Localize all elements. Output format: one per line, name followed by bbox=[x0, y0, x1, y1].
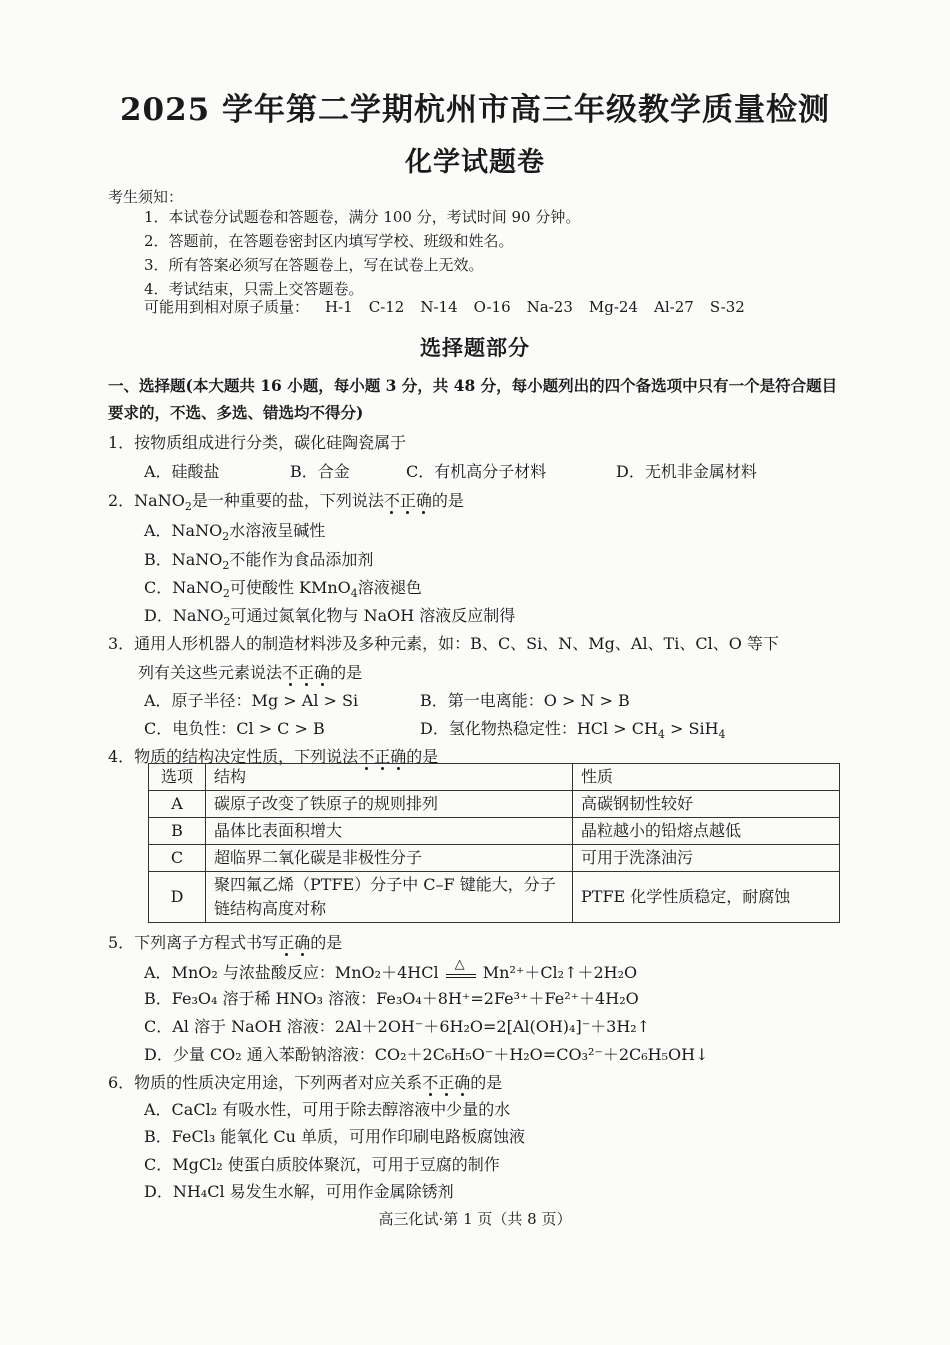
question-5-stem: 5．下列离子方程式书写正确的是 bbox=[108, 933, 343, 952]
table-row bbox=[149, 818, 840, 845]
q3-option-b: B．第一电离能：O > N > B bbox=[420, 691, 630, 710]
mass-item: Al-27 bbox=[654, 298, 694, 316]
q1-option-d: D．无机非金属材料 bbox=[616, 462, 757, 481]
part-heading: 一、选择题(本大题共 16 小题，每小题 3 分，共 48 分，每小题列出的四个备选项中只有一个是符合题目要求的，不选、多选、错选均不得分) bbox=[108, 376, 838, 422]
table-cell: A bbox=[149, 791, 206, 818]
question-6-stem: 6．物质的性质决定用途，下列两者对应关系不正确的是 bbox=[108, 1073, 503, 1092]
table-cell: 碳原子改变了铁原子的规则排列 bbox=[206, 791, 573, 818]
q6-option-a: A．CaCl₂ 有吸水性，可用于除去醇溶液中少量的水 bbox=[144, 1100, 511, 1119]
q3-option-c: C．电负性：Cl > C > B bbox=[144, 719, 325, 738]
q2-option-c: C．NaNO$_2$可使酸性 KMnO$_4$溶液褪色 bbox=[144, 578, 422, 601]
table-row bbox=[149, 791, 840, 818]
table-cell: D bbox=[149, 872, 206, 923]
page-footer: 高三化试·第 1 页（共 8 页） bbox=[378, 1210, 572, 1228]
notice-list bbox=[144, 205, 580, 301]
q2-option-d: D．NaNO$_2$可通过氮氧化物与 NaOH 溶液反应制得 bbox=[144, 606, 516, 629]
mass-item: Na-23 bbox=[526, 298, 573, 316]
q6-option-d: D．NH₄Cl 易发生水解，可用作金属除锈剂 bbox=[144, 1182, 454, 1201]
mass-item: H-1 bbox=[325, 298, 353, 316]
notice-item: 3．所有答案必须写在答题卷上，写在试卷上无效。 bbox=[144, 256, 484, 274]
q1-option-b: B．合金 bbox=[290, 462, 350, 481]
atomic-masses bbox=[144, 296, 745, 317]
table-row bbox=[149, 872, 840, 923]
table-cell: 可用于洗涤油污 bbox=[573, 845, 840, 872]
q6-option-b: B．FeCl₃ 能氧化 Cu 单质，可用作印刷电路板腐蚀液 bbox=[144, 1127, 526, 1146]
mass-item: O-16 bbox=[473, 298, 511, 316]
mass-item: N-14 bbox=[420, 298, 458, 316]
q5-option-b: B．Fe₃O₄ 溶于稀 HNO₃ 溶液：Fe₃O₄＋8H⁺=2Fe³⁺＋Fe²⁺＋4H₂O bbox=[144, 989, 639, 1008]
table-cell: B bbox=[149, 818, 206, 845]
table-cell: 聚四氟乙烯（PTFE）分子中 C–F 键能大，分子链结构高度对称 bbox=[206, 872, 573, 923]
question-3-stem-line2: 列有关这些元素说法不正确的是 bbox=[138, 663, 363, 682]
notice-heading: 考生须知： bbox=[108, 188, 184, 206]
q5-option-a: A．MnO₂ 与浓盐酸反应：MnO₂＋4HCl △ Mn²⁺＋Cl₂↑＋2H₂O bbox=[144, 956, 638, 982]
q2-option-b: B．NaNO$_2$不能作为食品添加剂 bbox=[144, 550, 374, 573]
heat-condition-arrow: △ bbox=[444, 965, 478, 983]
question-2-stem: 2．NaNO$_2$是一种重要的盐，下列说法不正确的是 bbox=[108, 491, 464, 514]
notice-item: 2．答题前，在答题卷密封区内填写学校、班级和姓名。 bbox=[144, 232, 514, 250]
table-cell: 晶体比表面积增大 bbox=[206, 818, 573, 845]
question-3-stem-line1: 3．通用人形机器人的制造材料涉及多种元素，如：B、C、Si、N、Mg、Al、Ti、Cl、O 等下 bbox=[108, 634, 779, 653]
mass-item: C-12 bbox=[368, 298, 405, 316]
table-cell: 超临界二氧化碳是非极性分子 bbox=[206, 845, 573, 872]
exam-title: 2025 学年第二学期杭州市高三年级教学质量检测 bbox=[119, 92, 831, 128]
mass-item: Mg-24 bbox=[588, 298, 639, 316]
q2-option-a: A．NaNO$_2$水溶液呈碱性 bbox=[144, 521, 326, 544]
notice-item: 4．考试结束，只需上交答题卷。 bbox=[144, 280, 364, 298]
q1-option-a: A．硅酸盐 bbox=[144, 462, 220, 481]
table-header-cell: 结构 bbox=[206, 764, 573, 791]
exam-subtitle: 化学试题卷 bbox=[405, 147, 545, 178]
masses-label: 可能用到相对原子质量： bbox=[144, 298, 310, 316]
q4-structure-table bbox=[148, 763, 840, 923]
table-header-cell: 性质 bbox=[573, 764, 840, 791]
question-4-stem: 4．物质的结构决定性质，下列说法不正确的是 bbox=[108, 747, 439, 766]
q5-option-d: D．少量 CO₂ 通入苯酚钠溶液：CO₂＋2C₆H₅O⁻＋H₂O=CO₃²⁻＋2C₆H₅OH↓ bbox=[144, 1045, 709, 1064]
question-1-stem: 1．按物质组成进行分类，碳化硅陶瓷属于 bbox=[108, 433, 407, 452]
q3-option-a: A．原子半径：Mg > Al > Si bbox=[144, 691, 359, 710]
section-title: 选择题部分 bbox=[420, 335, 530, 360]
table-cell: 高碳钢韧性较好 bbox=[573, 791, 840, 818]
table-row bbox=[149, 845, 840, 872]
q1-option-c: C．有机高分子材料 bbox=[406, 462, 547, 481]
q6-option-c: C．MgCl₂ 使蛋白质胶体聚沉，可用于豆腐的制作 bbox=[144, 1155, 500, 1174]
mass-item: S-32 bbox=[709, 298, 745, 316]
notice-item: 1．本试卷分试题卷和答题卷，满分 100 分，考试时间 90 分钟。 bbox=[144, 208, 581, 226]
q3-option-d: D．氢化物热稳定性：HCl > $CH_4 > SiH_4$ bbox=[420, 719, 726, 742]
q5-option-c: C．Al 溶于 NaOH 溶液：2Al＋2OH⁻＋6H₂O=2[Al(OH)₄]⁻＋3H₂↑ bbox=[144, 1017, 651, 1036]
table-cell: 晶粒越小的铅熔点越低 bbox=[573, 818, 840, 845]
table-cell: PTFE 化学性质稳定，耐腐蚀 bbox=[573, 872, 840, 923]
table-cell: C bbox=[149, 845, 206, 872]
table-header-cell: 选项 bbox=[149, 764, 206, 791]
table-header-row bbox=[149, 764, 840, 791]
